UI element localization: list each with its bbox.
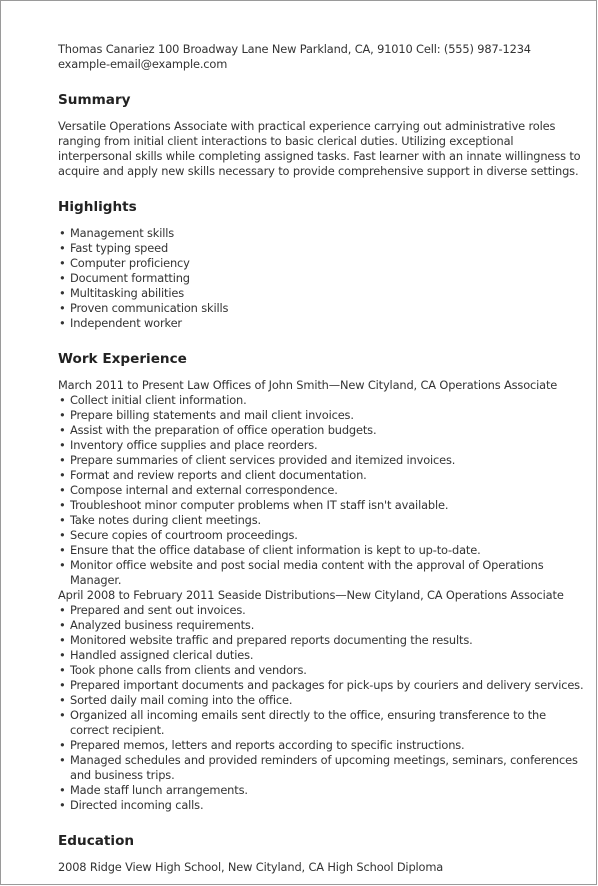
- job-duty-item: • Directed incoming calls.: [58, 798, 584, 813]
- highlight-item: • Multitasking abilities: [58, 286, 584, 301]
- contact-info: Thomas Canariez 100 Broadway Lane New Parkland, CA, 91010 Cell: (555) 987-1234 example-email@example.com: [58, 42, 531, 71]
- highlight-item: • Fast typing speed: [58, 241, 584, 256]
- job-duty-item: • Inventory office supplies and place reorders.: [58, 438, 584, 453]
- job-duty-item: • Organized all incoming emails sent directly to the office, ensuring transference to the correct recipient.: [58, 708, 584, 738]
- job-duty-item: • Prepared important documents and packages for pick-ups by couriers and delivery services.: [58, 678, 584, 693]
- summary-text: Versatile Operations Associate with practical experience carrying out administrative roles ranging from initial client interactions to basic clerical duties. Utilizing exceptional interpersonal skills while completing assigned tasks. Fast learner with an innate willingness to acquire and apply new skills necessary to provide comprehensive support in diverse settings.: [58, 119, 581, 178]
- job-duty-item: • Troubleshoot minor computer problems when IT staff isn't available.: [58, 498, 584, 513]
- education-entry: 2008 Ridge View High School, New Cityland, CA High School Diploma: [58, 860, 444, 874]
- summary-heading: Summary: [58, 92, 131, 108]
- job-duty-item: • Format and review reports and client documentation.: [58, 468, 584, 483]
- education-section: [58, 833, 584, 875]
- experience-heading: Work Experience: [58, 351, 187, 367]
- job-duties-list: [58, 603, 584, 813]
- highlight-item: • Proven communication skills: [58, 301, 584, 316]
- job-duty-item: • Compose internal and external correspondence.: [58, 483, 584, 498]
- job-title-line: April 2008 to February 2011 Seaside Distributions—New Cityland, CA Operations Associate: [58, 588, 564, 602]
- job-duty-item: • Managed schedules and provided reminders of upcoming meetings, seminars, conferences and business trips.: [58, 753, 584, 783]
- highlight-item: • Computer proficiency: [58, 256, 584, 271]
- job-duty-item: • Ensure that the office database of client information is kept to up-to-date.: [58, 543, 584, 558]
- highlight-item: • Management skills: [58, 226, 584, 241]
- job-duty-item: • Prepare billing statements and mail client invoices.: [58, 408, 584, 423]
- experience-section: [58, 351, 584, 813]
- job-duty-item: • Collect initial client information.: [58, 393, 584, 408]
- highlights-heading: Highlights: [58, 199, 137, 215]
- highlights-section: [58, 199, 584, 331]
- job-duty-item: • Analyzed business requirements.: [58, 618, 584, 633]
- job-duty-item: • Prepared memos, letters and reports according to specific instructions.: [58, 738, 584, 753]
- job-duty-item: • Prepared and sent out invoices.: [58, 603, 584, 618]
- job-duty-item: • Prepare summaries of client services provided and itemized invoices.: [58, 453, 584, 468]
- highlight-item: • Document formatting: [58, 271, 584, 286]
- highlights-list: [58, 226, 584, 331]
- job-duty-item: • Assist with the preparation of office operation budgets.: [58, 423, 584, 438]
- summary-section: [58, 92, 584, 179]
- job-duty-item: • Sorted daily mail coming into the office.: [58, 693, 584, 708]
- resume-content: [58, 42, 584, 875]
- job-duty-item: • Monitored website traffic and prepared reports documenting the results.: [58, 633, 584, 648]
- job-title-line: March 2011 to Present Law Offices of John Smith—New Cityland, CA Operations Associate: [58, 378, 558, 392]
- job-duty-item: • Monitor office website and post social media content with the approval of Operations Manager.: [58, 558, 584, 588]
- job-duties-list: [58, 393, 584, 588]
- job-duty-item: • Made staff lunch arrangements.: [58, 783, 584, 798]
- highlight-item: • Independent worker: [58, 316, 584, 331]
- job-duty-item: • Handled assigned clerical duties.: [58, 648, 584, 663]
- job-duty-item: • Secure copies of courtroom proceedings.: [58, 528, 584, 543]
- job-duty-item: • Took phone calls from clients and vendors.: [58, 663, 584, 678]
- job-duty-item: • Take notes during client meetings.: [58, 513, 584, 528]
- education-heading: Education: [58, 833, 135, 849]
